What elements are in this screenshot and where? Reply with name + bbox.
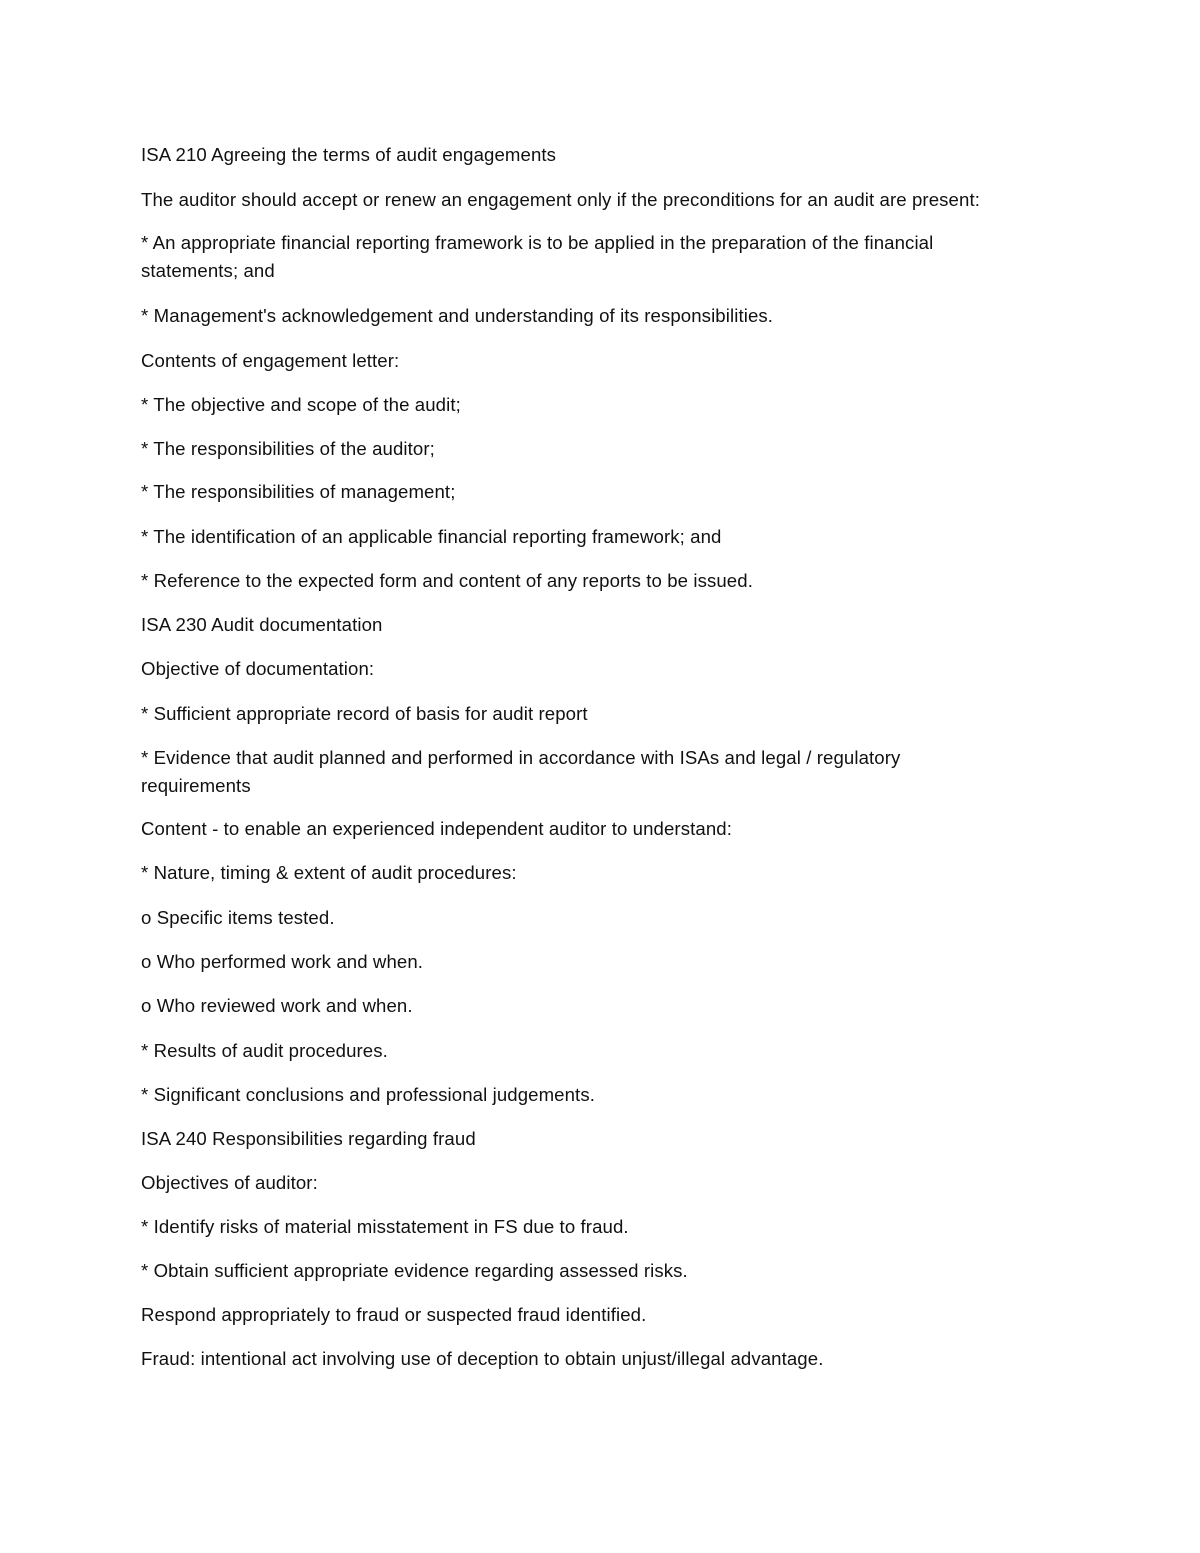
text-line: * Sufficient appropriate record of basis for audit report [141,703,588,724]
paragraph [141,1257,688,1285]
text-line: * The responsibilities of management; [141,481,456,502]
text-line: requirements [141,775,251,796]
paragraph [141,435,435,463]
text-line: * Nature, timing & extent of audit procedures: [141,862,517,883]
paragraph [141,1125,476,1153]
paragraph [141,904,335,932]
text-line: Content - to enable an experienced independent auditor to understand: [141,818,732,839]
text-line: The auditor should accept or renew an engagement only if the preconditions for an audit are present: [141,189,980,210]
paragraph [141,1037,388,1065]
text-line: Respond appropriately to fraud or suspected fraud identified. [141,1304,647,1325]
text-line: * The objective and scope of the audit; [141,394,461,415]
paragraph [141,302,773,330]
paragraph [141,815,732,843]
paragraph [141,611,383,639]
text-line: * Significant conclusions and professional judgements. [141,1084,595,1105]
text-line: * Evidence that audit planned and performed in accordance with ISAs and legal / regulatory [141,747,901,768]
paragraph [141,655,374,683]
paragraph [141,700,588,728]
text-line: o Who performed work and when. [141,951,424,972]
paragraph [141,1081,595,1109]
text-line: o Who reviewed work and when. [141,995,413,1016]
paragraph [141,1213,629,1241]
text-line: ISA 210 Agreeing the terms of audit engagements [141,144,557,165]
text-line: o Specific items tested. [141,907,335,928]
paragraph [141,992,413,1020]
text-line: Objective of documentation: [141,658,375,679]
text-line: * The identification of an applicable financial reporting framework; and [141,526,722,547]
paragraph [141,229,933,285]
paragraph [141,1301,646,1329]
text-line: statements; and [141,260,275,281]
text-line: * Reference to the expected form and content of any reports to be issued. [141,570,753,591]
text-line: * An appropriate financial reporting framework is to be applied in the preparation of the financial [141,232,934,253]
paragraph [141,1345,823,1373]
text-line: Contents of engagement letter: [141,350,400,371]
text-line: ISA 230 Audit documentation [141,614,383,635]
paragraph [141,141,556,169]
text-line: * Obtain sufficient appropriate evidence regarding assessed risks. [141,1260,688,1281]
paragraph [141,347,399,375]
text-line: ISA 240 Responsibilities regarding fraud [141,1128,476,1149]
paragraph [141,948,423,976]
paragraph [141,186,980,214]
text-line: * Results of audit procedures. [141,1040,388,1061]
paragraph [141,478,455,506]
text-line: Objectives of auditor: [141,1172,318,1193]
paragraph [141,859,517,887]
text-line: * The responsibilities of the auditor; [141,438,435,459]
text-line: * Identify risks of material misstatement in FS due to fraud. [141,1216,629,1237]
paragraph [141,567,753,595]
paragraph [141,523,722,551]
text-line: Fraud: intentional act involving use of deception to obtain unjust/illegal advantage. [141,1348,824,1369]
paragraph [141,391,461,419]
text-line: * Management's acknowledgement and understanding of its responsibilities. [141,305,774,326]
paragraph [141,1169,318,1197]
paragraph [141,744,900,800]
